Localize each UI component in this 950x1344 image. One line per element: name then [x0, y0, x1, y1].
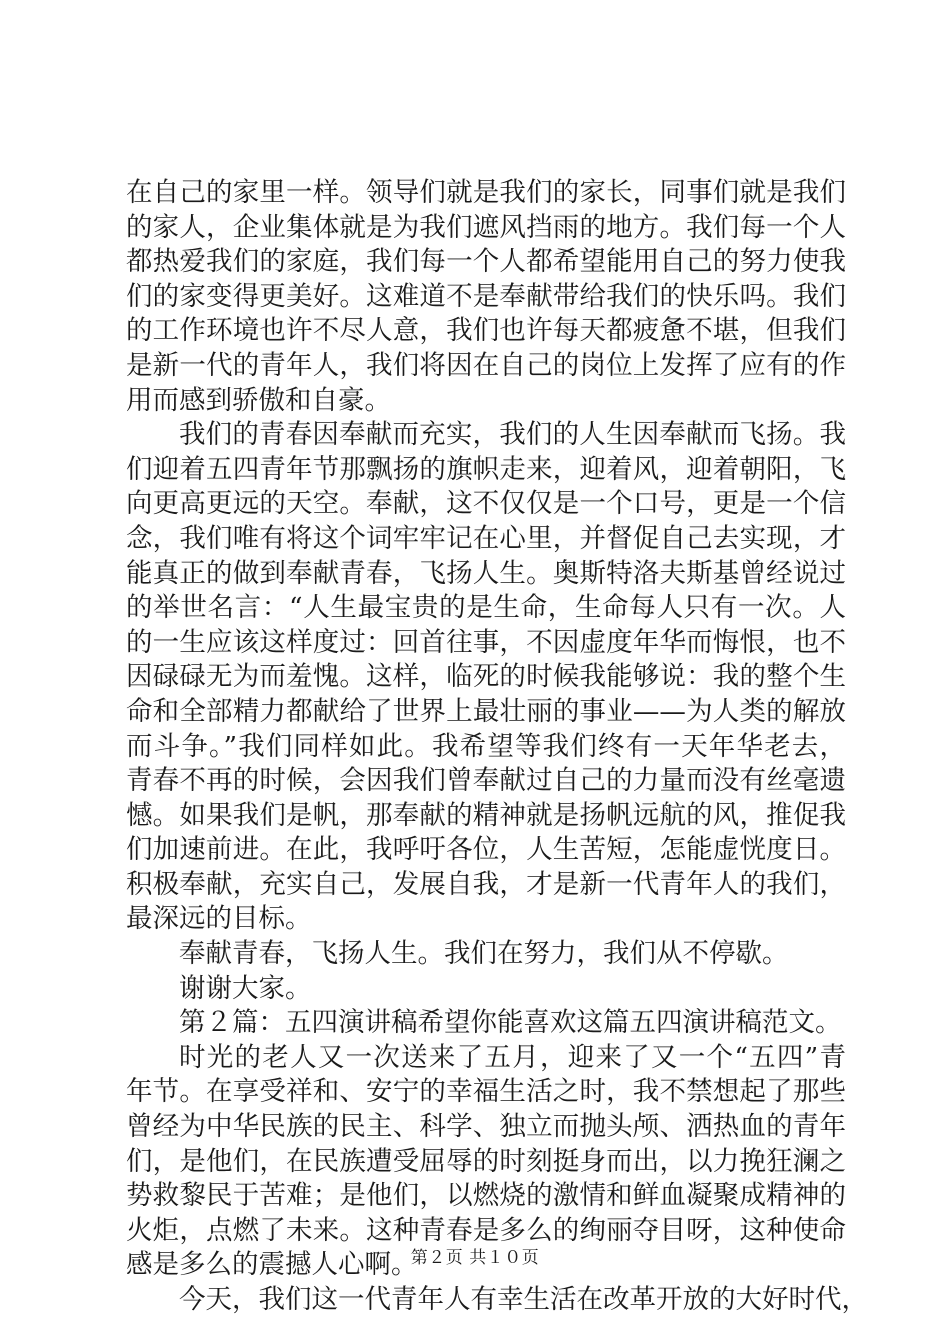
text-line: 第２篇：五四演讲稿希望你能喜欢这篇五四演讲稿范文。 [179, 1007, 842, 1039]
text-line: 念，我们唯有将这个词牢牢记在心里，并督促自己去实现，才 [126, 522, 846, 554]
section-heading [126, 1006, 846, 1041]
text-line: 今天，我们这一代青年人有幸生活在改革开放的大好时代， [179, 1284, 868, 1315]
text-line: 是新一代的青年人，我们将因在自己的岗位上发挥了应有的作 [126, 349, 846, 381]
page-number: 第２页 共１０页 [410, 1248, 540, 1268]
text-line: 们加速前进。在此，我呼吁各位，人生苦短，怎能虚恍度日。 [126, 834, 846, 866]
page-footer [0, 1243, 950, 1268]
text-line: 因碌碌无为而羞愧。这样，临死的时候我能够说：我的整个生 [126, 661, 846, 693]
text-line: 火炬，点燃了未来。这种青春是多么的绚丽夺目呀，这种使命 [126, 1214, 846, 1246]
text-line: 的举世名言：“人生最宝贵的是生命，生命每人只有一次。人 [126, 592, 846, 624]
text-line: 的家人，企业集体就是为我们遮风挡雨的地方。我们每一个人 [126, 211, 846, 243]
text-line: 们，是他们，在民族遭受屈辱的时刻挺身而出，以力挽狂澜之 [126, 1145, 846, 1177]
text-line: 向更高更远的天空。奉献，这不仅仅是一个口号，更是一个信 [126, 488, 846, 520]
text-line: 时光的老人又一次送来了五月，迎来了又一个“五四”青 [179, 1041, 846, 1073]
text-line: 我们的青春因奉献而充实，我们的人生因奉献而飞扬。我 [179, 419, 846, 451]
paragraph [126, 937, 846, 972]
text-line: 曾经为中华民族的民主、科学、独立而抛头颅、洒热血的青年 [126, 1111, 846, 1143]
text-line: 势救黎民于苦难；是他们，以燃烧的激情和鲜血凝聚成精神的 [126, 1180, 846, 1212]
text-line: 青春不再的时候，会因我们曾奉献过自己的力量而没有丝毫遗 [126, 765, 846, 797]
text-line: 感是多么的震撼人心啊。 [126, 1249, 418, 1281]
paragraph [126, 1283, 868, 1318]
paragraph [126, 418, 846, 937]
text-line: 积极奉献，充实自己，发展自我，才是新一代青年人的我们， [126, 868, 846, 900]
text-line: 谢谢大家。 [179, 972, 312, 1004]
document-body [126, 176, 868, 1318]
paragraph [126, 972, 846, 1007]
text-line: 的工作环境也许不尽人意，我们也许每天都疲惫不堪，但我们 [126, 315, 846, 347]
text-line: 的一生应该这样度过：回首往事，不因虚度年华而悔恨，也不 [126, 626, 846, 658]
paragraph [126, 176, 846, 418]
text-line: 年节。在享受祥和、安宁的幸福生活之时，我不禁想起了那些 [126, 1076, 846, 1108]
text-line: 奉献青春，飞扬人生。我们在努力，我们从不停歇。 [179, 938, 789, 970]
text-line: 能真正的做到奉献青春，飞扬人生。奥斯特洛夫斯基曾经说过 [126, 557, 846, 589]
text-line: 们的家变得更美好。这难道不是奉献带给我们的快乐吗。我们 [126, 280, 846, 312]
text-line: 用而感到骄傲和自豪。 [126, 384, 391, 416]
text-line: 而斗争。”我们同样如此。我希望等我们终有一天年华老去， [126, 730, 846, 762]
text-line: 在自己的家里一样。领导们就是我们的家长，同事们就是我们 [126, 177, 846, 208]
text-line: 们迎着五四青年节那飘扬的旗帜走来，迎着风，迎着朝阳，飞 [126, 453, 846, 485]
text-line: 憾。如果我们是帆，那奉献的精神就是扬帆远航的风，推促我 [126, 799, 846, 831]
text-line: 都热爱我们的家庭，我们每一个人都希望能用自己的努力使我 [126, 246, 846, 278]
text-line: 命和全部精力都献给了世界上最壮丽的事业——为人类的解放 [126, 695, 846, 727]
text-line: 最深远的目标。 [126, 903, 312, 935]
